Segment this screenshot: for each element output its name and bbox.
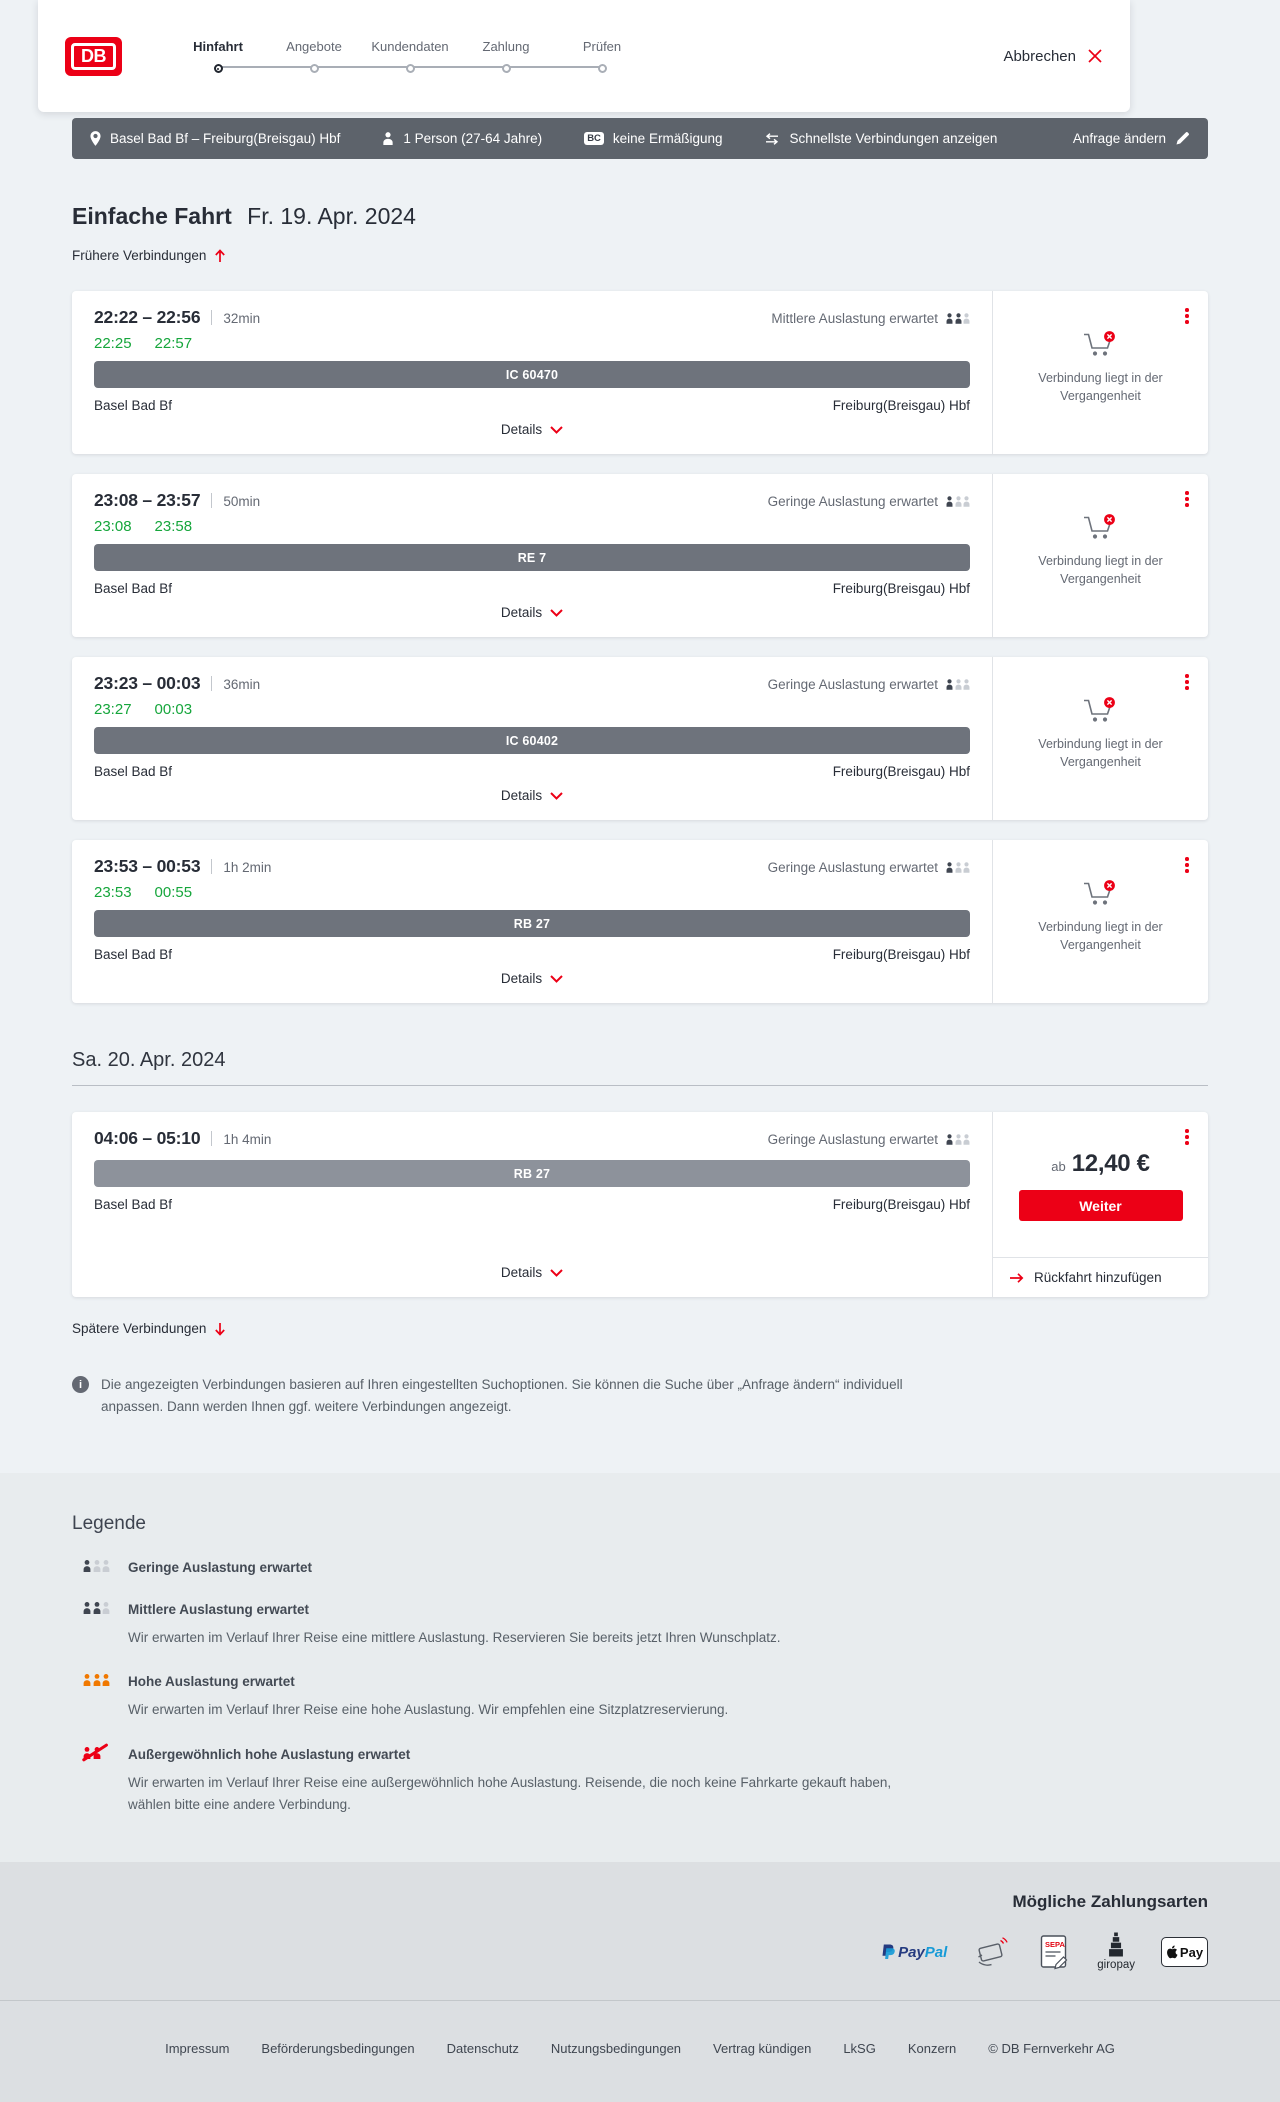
svg-text:SEPA: SEPA [1045,1939,1066,1949]
legend-item-low [72,1559,1208,1577]
step-dot [502,64,511,73]
travel-date: Fr. 19. Apr. 2024 [247,203,416,229]
divider [211,859,212,874]
apple-pay-logo: Pay [1161,1937,1208,1967]
past-connection-note: Verbindung liegt in der Vergangenheit [1038,554,1163,586]
connection-main [72,840,992,1003]
copyright: © DB Fernverkehr AG [988,2040,1115,2056]
connection-card [72,474,1208,637]
arrow-right-icon [1009,1272,1024,1284]
past-connection-note: Verbindung liegt in der Vergangenheit [1038,920,1163,952]
info-icon: i [72,1376,89,1393]
payment-methods-row [72,1932,1208,1972]
arrow-down-icon [214,1322,226,1336]
occupancy-medium-icon [83,1602,110,1614]
cart-unavailable-icon [1081,878,1121,910]
occupancy-label: Geringe Auslastung erwartet [767,494,938,509]
connection-card-bookable [72,1112,1208,1297]
paypal-icon [881,1943,896,1961]
app-header [38,0,1130,112]
legend-description: Wir erwarten im Verlauf Ihrer Reise eine mittlere Auslastung. Reservieren Sie bereits jetzt Ihren Wunschplatz. [128,1630,781,1646]
train-segment-bar[interactable]: RB 27 [94,1160,970,1187]
credit-card-contactless-icon [973,1935,1011,1969]
departure-station: Basel Bad Bf [94,398,173,413]
info-note [72,1374,912,1417]
route-summary [90,131,340,146]
step-hinfahrt[interactable]: Hinfahrt [170,39,266,73]
occupancy-low-icon [83,1560,110,1572]
connection-time: 22:22 – 22:56 [94,307,201,327]
continue-button[interactable]: Weiter [1019,1190,1183,1221]
earlier-connections-link[interactable]: Frühere Verbindungen [72,248,226,263]
trip-type-title: Einfache Fahrt [72,203,232,229]
train-segment-bar[interactable]: IC 60402 [94,727,970,754]
connection-side-panel [992,474,1208,637]
departure-station: Basel Bad Bf [94,764,173,779]
train-segment-bar[interactable]: IC 60470 [94,361,970,388]
second-day-heading: Sa. 20. Apr. 2024 [72,1049,1208,1086]
realtime-departure: 23:27 [94,701,132,718]
details-button[interactable]: Details [495,1261,569,1284]
realtime-departure: 22:25 [94,335,132,352]
sepa-direct-debit-icon [1037,1934,1071,1971]
payment-footer-section [0,1862,1280,2102]
page-title [72,203,1208,230]
connection-main [72,657,992,820]
connection-duration: 32min [223,311,261,326]
price-prefix: ab [1051,1159,1066,1174]
footer-link-datenschutz[interactable]: Datenschutz [446,2040,519,2056]
departure-station: Basel Bad Bf [94,581,173,596]
db-logo-text: DB [71,43,116,70]
divider [211,493,212,508]
footer-link-vertrag-kuendigen[interactable]: Vertrag kündigen [713,2040,812,2056]
connection-main [72,291,992,454]
close-icon [1087,48,1103,64]
chevron-down-icon [550,1269,563,1277]
cancel-label: Abbrechen [1003,47,1076,65]
occupancy-label: Mittlere Auslastung erwartet [771,311,938,326]
divider [211,1131,212,1146]
price [1051,1150,1149,1178]
pencil-icon [1175,131,1190,146]
realtime-arrival: 22:57 [154,335,193,352]
connection-side-panel [992,291,1208,454]
realtime-departure: 23:53 [94,884,132,901]
passenger-text: 1 Person (27-64 Jahre) [403,131,543,146]
more-options-button[interactable] [1181,853,1193,877]
occupancy-label: Geringe Auslastung erwartet [767,677,938,692]
fastest-connections-label: Schnellste Verbindungen anzeigen [789,131,998,146]
discount-text: keine Ermäßigung [612,131,723,146]
paypal-logo: Pay Pal [881,1943,947,1961]
occupancy-label: Geringe Auslastung erwartet [767,1132,938,1147]
divider [211,676,212,691]
details-button[interactable]: Details [495,601,569,624]
connection-side-panel [992,657,1208,820]
legend-label: Außergewöhnlich hohe Auslastung erwartet [128,1746,411,1762]
occupancy-label: Geringe Auslastung erwartet [767,860,938,875]
chevron-down-icon [550,426,563,434]
footer-link-impressum[interactable]: Impressum [165,2040,230,2056]
legend-section [0,1473,1280,1862]
legend-item-high [72,1673,1208,1721]
arrival-station: Freiburg(Breisgau) Hbf [832,1197,970,1212]
route-text: Basel Bad Bf – Freiburg(Breisgau) Hbf [110,131,341,146]
step-dot-active [214,64,223,73]
occupancy-low-icon [946,862,970,873]
swap-arrows-icon [764,133,780,145]
legend-label: Mittlere Auslastung erwartet [128,1602,310,1618]
occupancy-medium-icon [946,313,970,324]
progress-stepper [170,39,650,73]
train-segment-bar[interactable]: RB 27 [94,910,970,937]
connection-time: 23:23 – 00:03 [94,673,201,693]
arrival-station: Freiburg(Breisgau) Hbf [832,764,970,779]
bahncard-icon: BC [584,132,604,146]
legend-title: Legende [72,1513,146,1535]
step-dot [598,64,607,73]
more-options-button[interactable] [1181,670,1193,694]
realtime-arrival: 23:58 [154,518,193,535]
realtime-arrival: 00:03 [154,701,193,718]
connection-time: 23:08 – 23:57 [94,490,201,510]
step-dot [310,64,319,73]
connection-duration: 1h 2min [223,860,272,875]
cancel-button[interactable] [1003,48,1103,65]
change-request-label: Anfrage ändern [1072,131,1166,146]
giropay-logo: giropay [1097,1932,1135,1972]
details-button[interactable]: Details [495,418,569,441]
connection-time: 04:06 – 05:10 [94,1128,201,1148]
realtime-arrival: 00:55 [154,884,193,901]
person-icon [382,132,394,145]
divider [211,310,212,325]
arrow-up-icon [214,249,226,263]
realtime-row [94,884,970,901]
train-segment-bar[interactable]: RE 7 [94,544,970,571]
db-logo[interactable] [65,37,122,76]
apple-icon [1166,1945,1178,1959]
discount-summary [584,131,722,146]
chevron-down-icon [550,975,563,983]
more-options-button[interactable] [1181,1125,1193,1149]
passenger-summary [382,131,542,146]
connection-side-panel [992,840,1208,1003]
legend-item-medium [72,1601,1208,1649]
connection-main [72,1112,992,1297]
realtime-departure: 23:08 [94,518,132,535]
departure-station: Basel Bad Bf [94,947,173,962]
footer-link-befoerderungsbedingungen[interactable]: Beförderungsbedingungen [261,2040,415,2056]
legend-label: Hohe Auslastung erwartet [128,1674,295,1690]
connection-main [72,474,992,637]
details-button[interactable]: Details [495,967,569,990]
arrival-station: Freiburg(Breisgau) Hbf [832,947,970,962]
chevron-down-icon [550,609,563,617]
connection-card [72,657,1208,820]
step-angebote[interactable]: Angebote [266,39,362,73]
footer-link-lksg[interactable]: LkSG [843,2040,876,2056]
arrival-station: Freiburg(Breisgau) Hbf [832,398,970,413]
past-connection-note: Verbindung liegt in der Vergangenheit [1038,371,1163,403]
connection-duration: 50min [223,494,261,509]
info-text: Die angezeigten Verbindungen basieren auf Ihren eingestellten Suchoptionen. Sie können die Suche über „Anfrage ändern“ individuell anpassen. Dann werden Ihnen ggf. weitere Verbindungen angezeigt. [101,1377,903,1414]
legend-description: Wir erwarten im Verlauf Ihrer Reise eine hohe Auslastung. Wir empfehlen eine Sitzplatzreservierung. [128,1702,729,1718]
footer-link-nutzungsbedingungen[interactable]: Nutzungsbedingungen [550,2040,682,2056]
arrival-station: Freiburg(Breisgau) Hbf [832,581,970,596]
trip-summary-bar [72,118,1208,159]
later-connections-link[interactable]: Spätere Verbindungen [72,1321,226,1336]
realtime-row [94,335,970,352]
fastest-connections-toggle[interactable] [764,131,997,146]
occupancy-low-icon [946,679,970,690]
more-options-button[interactable] [1181,304,1193,328]
connection-duration: 1h 4min [223,1132,272,1147]
occupancy-low-icon [946,496,970,507]
cart-unavailable-icon [1081,512,1121,544]
legend-item-very-high [72,1746,1208,1817]
cart-unavailable-icon [1081,695,1121,727]
legend-label: Geringe Auslastung erwartet [128,1560,313,1576]
price-value: 12,40 € [1071,1150,1150,1177]
connection-time: 23:53 – 00:53 [94,856,201,876]
departure-station: Basel Bad Bf [94,1197,173,1212]
location-pin-icon [90,131,101,146]
step-dot [406,64,415,73]
footer-nav [0,2001,1280,2102]
occupancy-high-icon [83,1674,110,1686]
chevron-down-icon [550,792,563,800]
add-return-button[interactable]: Rückfahrt hinzufügen [993,1257,1208,1297]
step-pruefen[interactable]: Prüfen [554,39,650,73]
connection-card [72,840,1208,1003]
change-request-button[interactable] [1073,131,1190,146]
realtime-row [94,701,970,718]
footer-link-konzern[interactable]: Konzern [907,2040,957,2056]
past-connection-note: Verbindung liegt in der Vergangenheit [1038,737,1163,769]
legend-description: Wir erwarten im Verlauf Ihrer Reise eine außergewöhnlich hohe Auslastung. Reisende, die noch keine Fahrkarte gekauft haben, wählen bitte eine andere Verbindung. [128,1774,892,1812]
price-side-panel [992,1112,1208,1297]
payment-title: Mögliche Zahlungsarten [1012,1892,1208,1912]
step-kundendaten[interactable]: Kundendaten [362,39,458,73]
details-button[interactable]: Details [495,784,569,807]
occupancy-very-high-icon [83,1747,101,1759]
cart-unavailable-icon [1081,329,1121,361]
giropay-tower-icon [1104,1932,1128,1957]
realtime-row [94,518,970,535]
occupancy-low-icon [946,1134,970,1145]
step-zahlung[interactable]: Zahlung [458,39,554,73]
connection-card [72,291,1208,454]
more-options-button[interactable] [1181,487,1193,511]
connection-duration: 36min [223,677,261,692]
